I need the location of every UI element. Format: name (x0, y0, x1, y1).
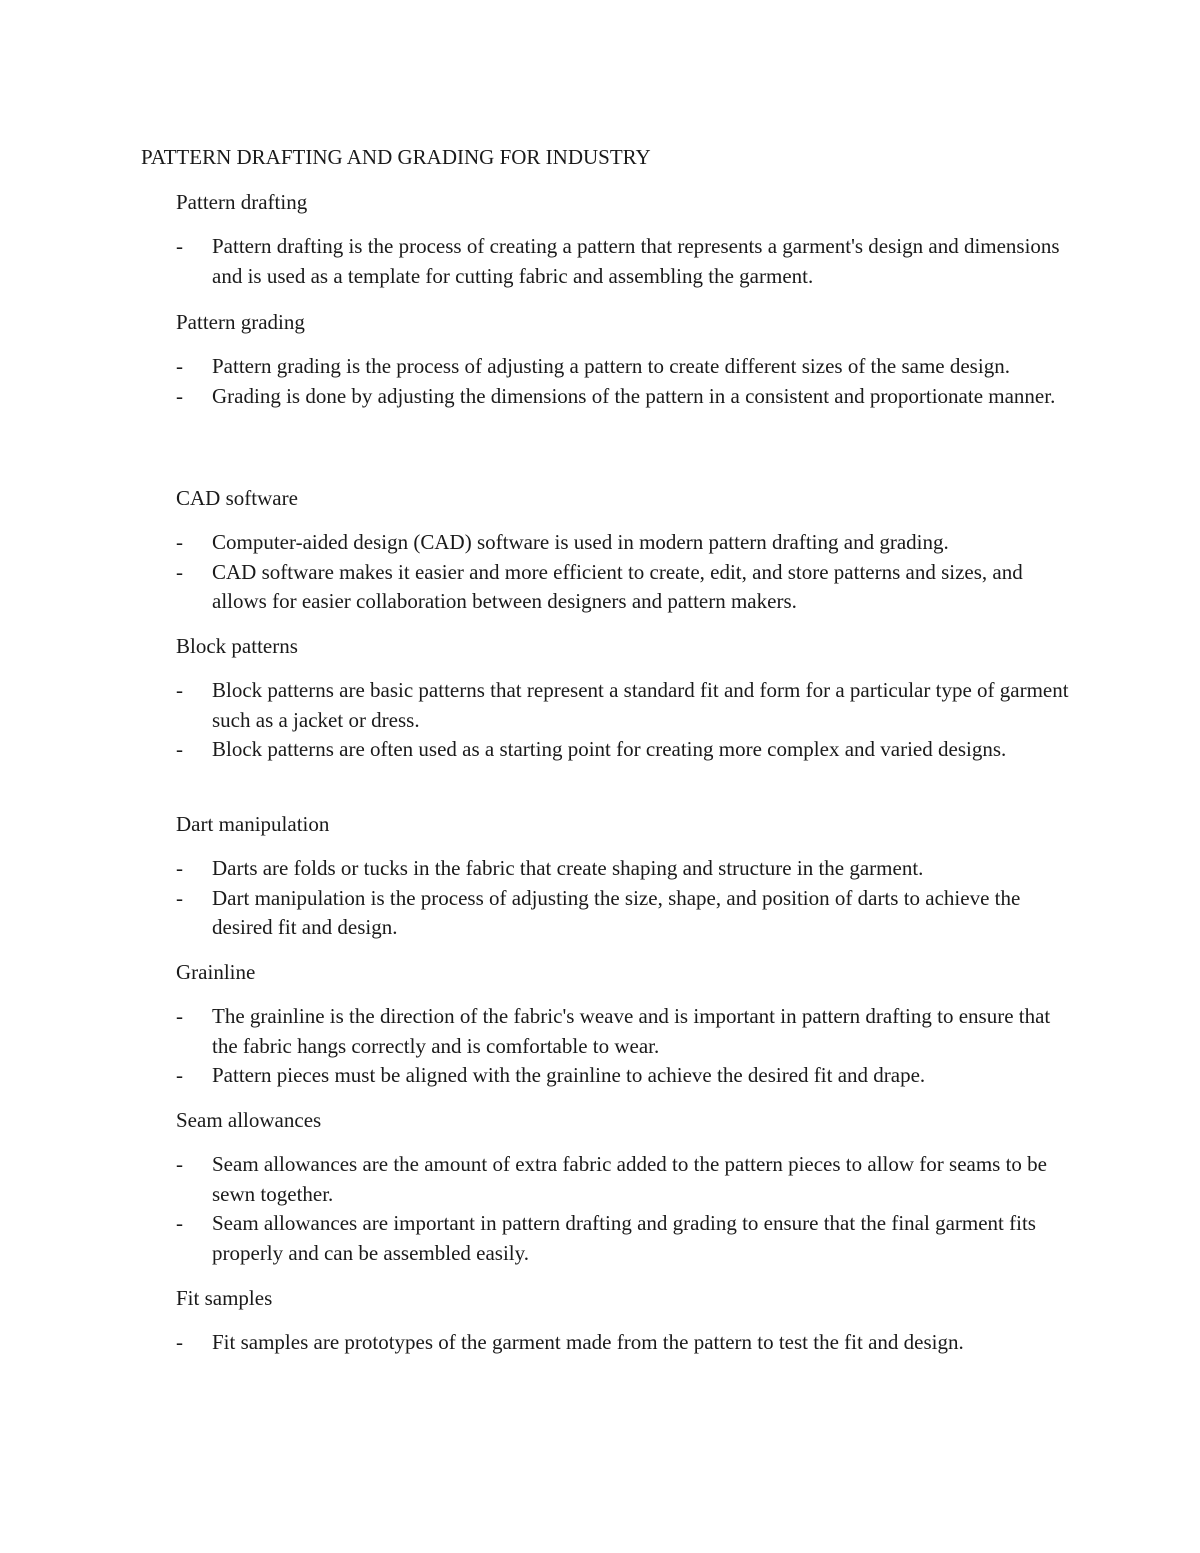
bullet-list (176, 528, 1076, 617)
bullet-text: The grainline is the direction of the fabric's weave and is important in pattern drafting to ensure that the fabric hangs correctly and is comfortable to wear. (212, 1004, 1051, 1058)
section-pattern-grading (176, 308, 1076, 411)
bullet-list (176, 854, 1076, 943)
bullet-list (176, 676, 1076, 765)
section-grainline (176, 958, 1076, 1091)
bullet-item (176, 1209, 1072, 1268)
bullet-text: CAD software makes it easier and more efficient to create, edit, and store patterns and sizes, and allows for easier collaboration between designers and pattern makers. (212, 559, 1023, 613)
bullet-dash: - (176, 530, 183, 554)
bullet-dash: - (176, 885, 183, 910)
section-fit-samples (176, 1284, 1076, 1358)
section-dart-manipulation (176, 810, 1076, 943)
section-heading: Block patterns (176, 634, 298, 658)
bullet-dash: - (176, 1152, 183, 1176)
section-pattern-drafting (176, 188, 1076, 291)
bullet-dash: - (176, 737, 183, 761)
bullet-item (176, 735, 1072, 765)
bullet-list (176, 352, 1076, 411)
bullet-text: Grading is done by adjusting the dimensions of the pattern in a consistent and proportionate manner. (212, 383, 1056, 408)
section-heading: Grainline (176, 960, 256, 984)
bullet-list (176, 1328, 1076, 1358)
bullet-dash: - (176, 559, 183, 584)
section-heading: CAD software (176, 486, 298, 510)
bullet-item (176, 1061, 1072, 1091)
bullet-item (176, 1002, 1072, 1061)
bullet-text: Darts are folds or tucks in the fabric that create shaping and structure in the garment. (212, 856, 924, 880)
bullet-text: Fit samples are prototypes of the garment made from the pattern to test the fit and design. (212, 1330, 964, 1354)
bullet-dash: - (176, 856, 183, 880)
bullet-item (176, 528, 1072, 558)
bullet-dash: - (176, 234, 183, 258)
bullet-dash: - (176, 1330, 183, 1354)
bullet-dash: - (176, 354, 183, 378)
section-block-patterns (176, 632, 1076, 765)
bullet-text: Pattern pieces must be aligned with the grainline to achieve the desired fit and drape. (212, 1063, 926, 1087)
bullet-item (176, 676, 1072, 735)
bullet-item (176, 854, 1072, 884)
bullet-text: Computer-aided design (CAD) software is used in modern pattern drafting and grading. (212, 530, 949, 554)
section-heading: Pattern grading (176, 310, 305, 334)
bullet-item (176, 232, 1072, 291)
bullet-dash: - (176, 383, 183, 408)
bullet-dash: - (176, 1211, 183, 1235)
bullet-item (176, 884, 1072, 943)
document-title: PATTERN DRAFTING AND GRADING FOR INDUSTRY (141, 145, 651, 169)
section-heading: Seam allowances (176, 1108, 322, 1132)
bullet-dash: - (176, 1004, 183, 1028)
section-heading: Pattern drafting (176, 190, 308, 214)
bullet-text: Pattern drafting is the process of creating a pattern that represents a garment's design and dimensions and is used as a template for cutting fabric and assembling the garment. (212, 234, 1060, 288)
bullet-item (176, 382, 1072, 412)
bullet-text: Seam allowances are important in pattern drafting and grading to ensure that the final garment fits properly and can be assembled easily. (212, 1211, 1036, 1265)
section-heading: Fit samples (176, 1286, 273, 1310)
bullet-dash: - (176, 1063, 183, 1087)
bullet-text: Dart manipulation is the process of adjusting the size, shape, and position of darts to achieve the desired fit and design. (212, 885, 1021, 939)
bullet-list (176, 1150, 1076, 1268)
bullet-text: Seam allowances are the amount of extra fabric added to the pattern pieces to allow for seams to be sewn together. (212, 1152, 1048, 1206)
bullet-item (176, 1328, 1072, 1358)
bullet-item (176, 558, 1072, 617)
bullet-item (176, 1150, 1072, 1209)
section-heading: Dart manipulation (176, 812, 330, 836)
bullet-text: Block patterns are often used as a starting point for creating more complex and varied designs. (212, 737, 1007, 761)
bullet-list (176, 1002, 1076, 1091)
bullet-text: Block patterns are basic patterns that represent a standard fit and form for a particular type of garment such as a jacket or dress. (212, 678, 1069, 732)
bullet-list (176, 232, 1076, 291)
bullet-text: Pattern grading is the process of adjusting a pattern to create different sizes of the same design. (212, 354, 1010, 378)
bullet-dash: - (176, 678, 183, 702)
section-cad-software (176, 484, 1076, 617)
bullet-item (176, 352, 1072, 382)
section-seam-allowances (176, 1106, 1076, 1268)
